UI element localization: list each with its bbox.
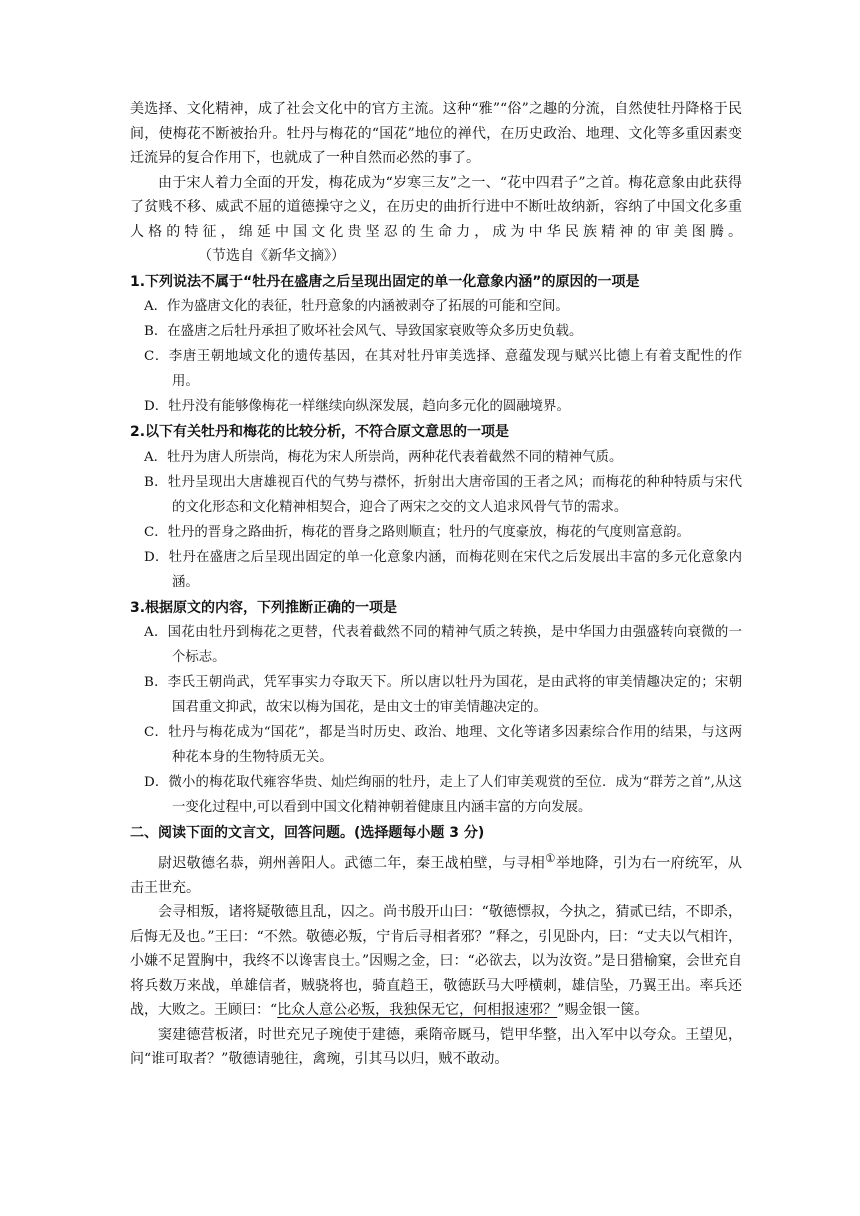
question-2-option-a: A．牡丹为唐人所崇尚，梅花为宋人所崇尚，两种花代表着截然不同的精神气质。 [144,449,623,465]
source-note: （节选自《新华文摘》） [198,248,345,264]
passage-paragraph-2 [130,171,742,269]
footnote-marker: ① [545,850,556,865]
question-2-option-d: D．牡丹在盛唐之后呈现出固定的单一化意象内涵，而梅花则在宋代之后发展出丰富的多元化意象内涵。 [144,549,742,590]
passage-paragraph-2-text: 由于宋人着力全面的开发，梅花成为“岁寒三友”之一、“花中四君子”之首。梅花意象由此获得了贫贱不移、威武不屈的道德操守之义，在历史的曲折行进中不断吐故纳新，容纳了中国文化多重人格的特征，绵延中国文化贵坚忍的生命力，成为中华民族精神的审美图腾。 [130,174,742,240]
question-3-stem: 3.根据原文的内容，下列推断正确的一项是 [130,599,398,616]
classical-paragraph-1-text-a: 尉迟敬德名恭，朔州善阳人。武德二年，秦王战柏壁，与寻相 [158,855,546,872]
question-3-option-d: D．微小的梅花取代雍容华贵、灿烂绚丽的牡丹，走上了人们审美观赏的至位．成为“群芳之首”,从这一变化过程中,可以看到中国文化精神朝着健康且内涵丰富的方向发展。 [144,775,742,815]
question-1-stem: 1.下列说法不属于“牡丹在盛唐之后呈现出固定的单一化意象内涵”的原因的一项是 [130,273,640,290]
classical-paragraph-1 [130,846,742,901]
classical-paragraph-3: 窦建德营板渚，时世充兄子琬使于建德，乘隋帝厩马，铠甲华整，出入军中以夸众。王望见，问“谁可取者？”敬德请驰往，禽琬，引其马以归，贼不敢动。 [130,1026,742,1068]
question-2-option-c: C．牡丹的晋身之路曲折，梅花的晋身之路则顺直；牡丹的气度豪放，梅花的气度则富意韵。 [144,524,690,540]
question-3-option-a: A．国花由牡丹到梅花之更替，代表着截然不同的精神气质之转换，是中华国力由强盛转向衰微的一个标志。 [144,625,742,665]
question-1-option-a: A．作为盛唐文化的表征，牡丹意象的内涵被剥夺了拓展的可能和空间。 [144,299,569,314]
question-1-option-d: D．牡丹没有能够像梅花一样继续向纵深发展，趋向多元化的圆融境界。 [144,399,570,414]
classical-paragraph-2 [130,900,742,1023]
classical-paragraph-1-text-b: 举地降，引为右一府统军，从击王世充。 [130,855,743,896]
section-2-heading: 二、阅读下面的文言文，回答问题。(选择题每小题 3 分) [130,825,485,841]
question-3-option-c: C．牡丹与梅花成为“国花”，都是当时历史、政治、地理、文化等诸多因素综合作用的结果，与这两种花本身的生物特质无关。 [144,725,742,765]
question-1-option-b: B．在盛唐之后牡丹承担了败坏社会风气、导致国家衰败等众多历史负载。 [144,324,583,339]
question-2-option-b: B．牡丹呈现出大唐雄视百代的气势与襟怀，折射出大唐帝国的王者之风；而梅花的种种特质与宋代的文化形态和文化精神相契合，迎合了两宋之交的文人追求风骨气节的需求。 [144,474,742,515]
question-1-option-c: C．李唐王朝地域文化的遗传基因，在其对牡丹审美选择、意蕴发现与赋兴比德上有着支配性的作用。 [144,349,742,389]
question-2-stem: 2.以下有关牡丹和梅花的比较分析，不符合原文意思的一项是 [130,424,510,440]
classical-paragraph-2-text-a: 会寻相叛，诸将疑敬德且乱，囚之。尚书殷开山曰：“敬德慓叔，今执之，猜贰已结，不即杀，后悔无及也。”王曰：“不然。敬德必叛，宁肯后寻相者邪？”释之，引见卧内，曰：“丈夫以气相许，小嫌不足置胸中，我终不以谗害良士。”因赐之金，曰：“必欲去，以为汝资。”是日猎榆窠，会世充自将兵数万来战，单雄信者，贼骁将也，骑直趋王，敬德跃马大呼横刺，雄信坠，乃翼王出。率兵还战，大败之。王顾曰：“ [130,904,742,1019]
passage-paragraph-1: 美选择、文化精神，成了社会文化中的官方主流。这种“雅”“俗”之趣的分流，自然使牡丹降格于民间，使梅花不断被抬升。牡丹与梅花的“国花”地位的禅代，在历史政治、地理、文化等多重因素变迁流异的复合作用下，也就成了一种自然而必然的事了。 [130,101,742,166]
document-body [130,97,742,1072]
question-3-option-b: B．李氏王朝尚武，凭军事实力夺取天下。所以唐以牡丹为国花，是由武将的审美情趣决定的；宋朝国君重文抑武，故宋以梅为国花，是由文士的审美情趣决定的。 [144,675,742,715]
classical-paragraph-2-text-b: ”赐金银一箧。 [557,1002,649,1019]
underlined-sentence: 比众人意公必叛，我独保无它，何相报速邪？ [277,1002,558,1019]
